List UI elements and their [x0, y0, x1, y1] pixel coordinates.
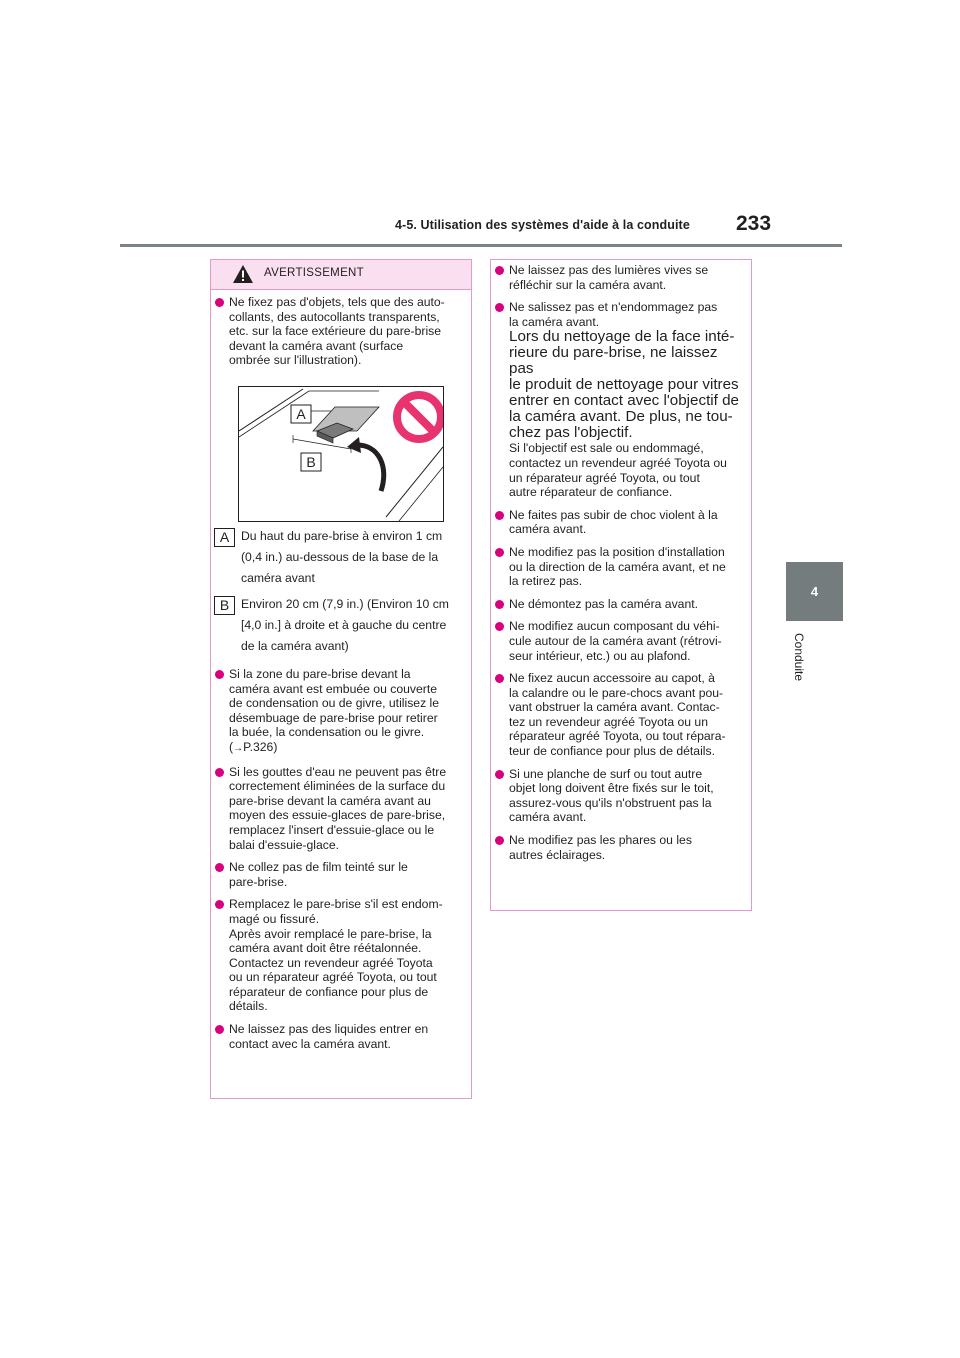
text-line: seur intérieur, etc.) ou au plafond. — [509, 648, 691, 663]
text-line: chez pas l'objectif. — [509, 424, 633, 442]
text-line: la retirez pas. — [509, 574, 583, 589]
text-line: un réparateur agréé Toyota, ou tout — [509, 470, 700, 485]
bullet-icon — [495, 836, 504, 845]
list-item — [491, 619, 741, 663]
warning-header — [211, 260, 471, 290]
warning-box-right — [490, 259, 752, 911]
text-line: devant la caméra avant (surface — [229, 338, 404, 353]
list-item — [491, 508, 741, 537]
text-line: rieure du pare-brise, ne laissez pas — [509, 344, 718, 378]
text-line: caméra avant est embuée ou couverte — [229, 681, 437, 696]
text-line: Du haut du pare-brise à environ 1 cm — [241, 529, 443, 543]
text-line: pare-brise. — [229, 874, 288, 889]
text-line: caméra avant. — [509, 522, 587, 537]
text-line: réfléchir sur la caméra avant. — [509, 277, 667, 292]
text-line: Ne salissez pas et n'endommagez pas — [509, 300, 718, 315]
text-line: Ne faites pas subir de choc violent à la — [509, 507, 718, 522]
text-line: ombrée sur l'illustration). — [229, 353, 362, 368]
chapter-label — [777, 628, 823, 688]
bullet-icon — [495, 303, 504, 312]
list-item — [491, 671, 741, 759]
legend-b-text — [241, 594, 466, 657]
list-item — [211, 860, 461, 889]
text-line: correctement éliminées de la surface du — [229, 779, 446, 794]
chapter-label-text: Conduite — [792, 632, 807, 682]
text-line: Remplacez le pare-brise s'il est endom- — [229, 897, 443, 912]
camera-illustration — [238, 386, 444, 522]
chapter-number: 4 — [810, 584, 819, 599]
text-line: de condensation ou de givre, utilisez le — [229, 696, 440, 711]
text-line: Après avoir remplacé le pare-brise, la — [229, 926, 432, 941]
list-item — [491, 263, 741, 292]
text-line: Lors du nettoyage de la face inté- — [509, 328, 735, 346]
text-line: Ne laissez pas des liquides entrer en — [229, 1022, 429, 1037]
header-title: 4-5. Utilisation des systèmes d'aide à la conduite — [395, 218, 690, 232]
text-line: détails. — [229, 999, 268, 1014]
text-line: magé ou fissuré. — [229, 911, 320, 926]
bullet-icon — [215, 900, 224, 909]
prohibition-icon — [397, 395, 441, 439]
text-line: Si une planche de surf ou tout autre — [509, 766, 703, 781]
bullet-icon — [215, 863, 224, 872]
windshield-diagram — [239, 387, 443, 521]
curved-arrow-icon — [347, 437, 384, 491]
text-line: contactez un revendeur agréé Toyota ou — [509, 455, 727, 470]
text-line: contact avec la caméra avant. — [229, 1036, 391, 1051]
text-line: Ne collez pas de film teinté sur le — [229, 860, 408, 875]
text-line: désembuage de pare-brise pour retirer — [229, 710, 438, 725]
text-line: caméra avant doit être réétalonnée. — [229, 941, 422, 956]
text-line: assurez-vous qu'ils n'obstruent pas la — [509, 795, 712, 810]
chapter-tab — [786, 562, 843, 621]
text-line: caméra avant — [241, 571, 315, 585]
list-item — [491, 833, 741, 862]
text-line: Si l'objectif est sale ou endommagé, — [509, 441, 704, 456]
text-line: Ne modifiez pas la position d'installation — [509, 544, 725, 559]
text-line: Environ 20 cm (7,9 in.) (Environ 10 cm — [241, 597, 449, 611]
list-item — [211, 1022, 461, 1051]
header-rule — [120, 244, 842, 247]
warning-title: AVERTISSEMENT — [264, 267, 364, 279]
text-line: le produit de nettoyage pour vitres — [509, 376, 739, 394]
text-line: Ne démontez pas la caméra avant. — [509, 596, 699, 611]
bullet-icon — [495, 511, 504, 520]
text-line: réparateur agréé Toyota, ou tout répara- — [509, 729, 726, 744]
text-line: collants, des autocollants transparents, — [229, 309, 440, 324]
text-line: Ne modifiez pas les phares ou les — [509, 833, 692, 848]
text-line: Si les gouttes d'eau ne peuvent pas être — [229, 764, 447, 779]
bullet-icon — [495, 622, 504, 631]
text-line: la caméra avant. De plus, ne tou- — [509, 408, 733, 426]
reference-text[interactable]: P.326 — [243, 739, 274, 754]
text-line: la buée, la condensation ou le givre. — [229, 725, 425, 740]
list-item — [211, 765, 461, 853]
text-line: ou la direction de la caméra avant, et ne — [509, 559, 726, 574]
text-line: la calandre ou le pare-chocs avant pou- — [509, 685, 724, 700]
bullet-icon — [215, 768, 224, 777]
text-line: Ne fixez pas d'objets, tels que des auto- — [229, 295, 445, 309]
list-item — [211, 295, 461, 368]
warning-box-left — [210, 259, 472, 1099]
text-line: Ne fixez aucun accessoire au capot, à — [509, 671, 715, 686]
list-item — [211, 897, 461, 1014]
text-line: moyen des essuie-glaces de pare-brise, — [229, 808, 446, 823]
reference-arrow-icon: → — [233, 742, 244, 754]
text-line: réparateur de confiance pour plus de — [229, 984, 429, 999]
bullet-icon — [495, 266, 504, 275]
text-line: Ne modifiez aucun composant du véhi- — [509, 619, 720, 634]
intro-item — [211, 295, 461, 376]
right-items — [491, 263, 741, 870]
text-line: (0,4 in.) au-dessous de la base de la — [241, 550, 439, 564]
text-line: ou un réparateur agréé Toyota, ou tout — [229, 970, 437, 985]
text-line: vant obstruer la caméra avant. Contac- — [509, 700, 720, 715]
list-item — [491, 545, 741, 589]
figure-label-b: B — [306, 454, 316, 470]
text-line: cule autour de la caméra avant (rétrovi- — [509, 633, 722, 648]
text-line: tez un revendeur agréé Toyota ou un — [509, 714, 708, 729]
bullet-icon — [215, 670, 224, 679]
text-line: teur de confiance pour plus de détails. — [509, 744, 715, 759]
legend-letter-b: B — [214, 596, 235, 615]
text-line: la caméra avant. — [509, 314, 600, 329]
bullet-icon — [215, 1025, 224, 1034]
text-line: [4,0 in.] à droite et à gauche du centre — [241, 618, 447, 632]
text-line: balai d'essuie-glace. — [229, 837, 340, 852]
page-reference[interactable]: (→P.326) — [229, 739, 278, 754]
text-line: remplacez l'insert d'essuie-glace ou le — [229, 822, 435, 837]
text-line: etc. sur la face extérieure du pare-brise — [229, 324, 442, 339]
text-line: autre réparateur de confiance. — [509, 485, 673, 500]
text-line: entrer en contact avec l'objectif de — [509, 392, 740, 410]
legend-a-text — [241, 526, 466, 589]
warning-triangle-icon — [232, 264, 254, 284]
text-line: de la caméra avant) — [241, 639, 349, 653]
text-line: Ne laissez pas des lumières vives se — [509, 263, 709, 277]
list-item — [491, 300, 741, 500]
bullet-icon — [495, 770, 504, 779]
text-line: Si la zone du pare-brise devant la — [229, 667, 411, 681]
figure-label-a: A — [296, 406, 306, 422]
bullet-icon — [495, 548, 504, 557]
text-line: caméra avant. — [509, 810, 587, 825]
text-line: Contactez un revendeur agréé Toyota — [229, 955, 433, 970]
bullet-icon — [495, 674, 504, 683]
left-items — [211, 667, 461, 1059]
text-line: pare-brise devant la caméra avant au — [229, 793, 431, 808]
bullet-icon — [495, 600, 504, 609]
legend-letter-a: A — [214, 528, 235, 547]
list-item — [491, 767, 741, 825]
text-line: objet long doivent être fixés sur le toit, — [509, 781, 714, 796]
list-item — [491, 597, 741, 612]
page-number: 233 — [736, 212, 772, 235]
text-line: autres éclairages. — [509, 847, 606, 862]
bullet-icon — [215, 298, 224, 307]
list-item — [211, 667, 461, 757]
